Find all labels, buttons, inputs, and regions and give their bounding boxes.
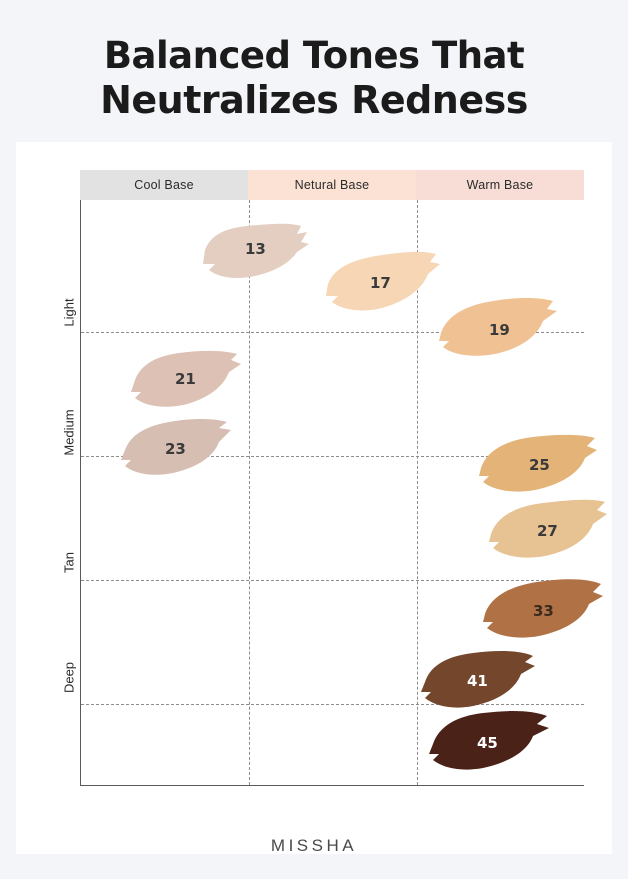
row-label-tan: Tan (61, 552, 77, 573)
brand-wordmark: MISSHA (270, 836, 358, 855)
gridline-vertical-1 (249, 200, 250, 785)
shade-swatch-21 (129, 348, 245, 410)
shade-number-23: 23 (165, 440, 186, 458)
shade-swatch-45 (429, 708, 551, 772)
title-line-2: Neutralizes Redness (100, 78, 528, 122)
shade-number-13: 13 (245, 240, 266, 258)
shade-plot-area (61, 200, 584, 786)
shade-number-45: 45 (477, 734, 498, 752)
column-header-warm: Warm Base (416, 170, 584, 200)
column-header-neutral: Netural Base (248, 170, 416, 200)
row-label-deep: Deep (61, 661, 77, 694)
row-label-light: Light (61, 298, 77, 327)
shade-swatch-19 (437, 295, 559, 359)
page-title (0, 34, 628, 122)
column-header-cool: Cool Base (80, 170, 248, 200)
shade-number-25: 25 (529, 456, 550, 474)
shade-swatch-25 (477, 432, 599, 494)
shade-number-19: 19 (489, 321, 510, 339)
shade-swatch-23 (119, 416, 235, 478)
shade-swatch-27 (487, 498, 609, 560)
shade-swatch-13 (197, 220, 313, 282)
shade-swatch-41 (421, 648, 537, 710)
column-headers (80, 170, 584, 200)
shade-number-41: 41 (467, 672, 488, 690)
shade-matrix-card (16, 142, 612, 854)
shade-number-17: 17 (370, 274, 391, 292)
shade-number-27: 27 (537, 522, 558, 540)
shade-number-33: 33 (533, 602, 554, 620)
shade-swatch-17 (324, 250, 444, 314)
row-label-medium: Medium (61, 409, 77, 456)
shade-swatch-33 (481, 576, 605, 640)
title-line-1: Balanced Tones That (103, 34, 525, 77)
shade-number-21: 21 (175, 370, 196, 388)
